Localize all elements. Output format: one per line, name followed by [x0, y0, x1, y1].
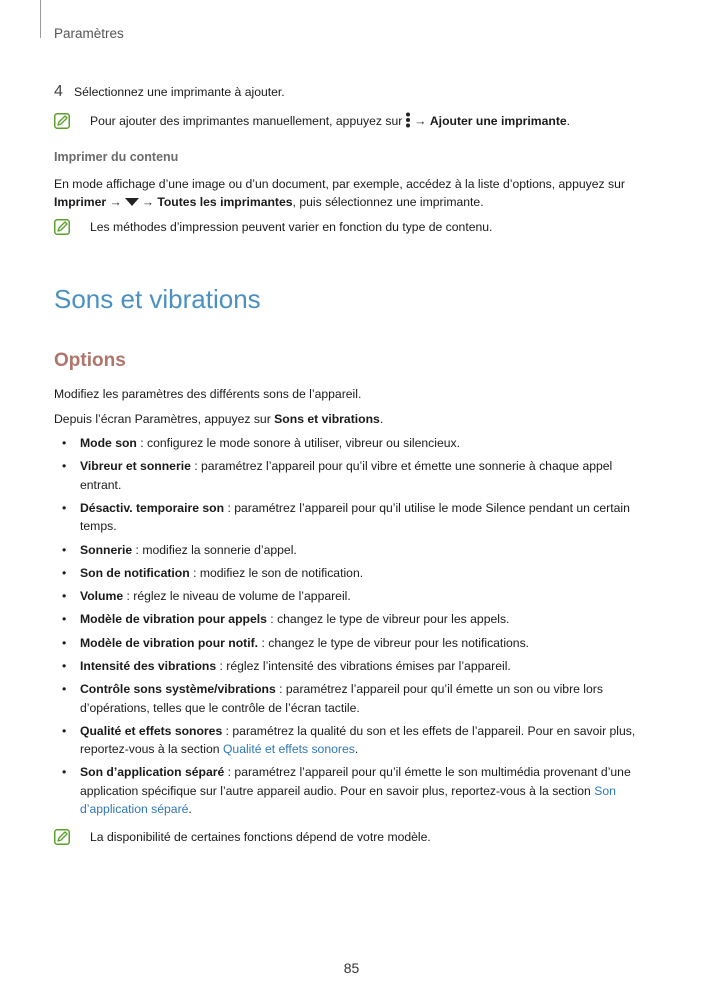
- note-pencil-icon: [54, 113, 70, 129]
- bullet-icon: •: [62, 612, 67, 627]
- option-term: Modèle de vibration pour notif.: [80, 635, 259, 650]
- option-description: : paramétrez l’appareil pour qu’il émette un son ou vibre lors d’opérations, telles que le contrôle de l’écran tactile.: [80, 682, 603, 715]
- list-item: [54, 680, 644, 717]
- option-description: : changez le type de vibreur pour les appels.: [266, 612, 510, 627]
- add-printer-label: Ajouter une imprimante: [429, 114, 567, 128]
- section-link[interactable]: Son d’application séparé: [80, 783, 616, 817]
- option-term: Vibreur et sonnerie: [80, 459, 191, 474]
- step-text: Sélectionnez une imprimante à ajouter.: [74, 85, 285, 99]
- option-term: Contrôle sons système/vibrations: [80, 682, 276, 697]
- option-description: : configurez le mode sonore à utiliser, vibreur ou silencieux.: [136, 436, 461, 451]
- step-number: 4: [54, 83, 63, 100]
- more-options-icon: [405, 112, 411, 128]
- bullet-icon: •: [62, 682, 67, 697]
- option-description: : paramétrez la qualité du son et les effets de l’appareil. Pour en savoir plus, reportez-vous à la section: [80, 723, 636, 757]
- bullet-icon: •: [62, 635, 67, 650]
- bullet-icon: •: [62, 589, 67, 604]
- option-description: : paramétrez l’appareil pour qu’il émette le son multimédia provenant d’une application spécifique sur l’autre appareil audio. Pour en savoir plus, reportez-vous à la section: [80, 765, 631, 798]
- note-availability: La disponibilité de certaines fonctions dépend de votre modèle.: [54, 828, 644, 846]
- option-term: Son de notification: [80, 565, 190, 580]
- list-item: [54, 499, 644, 536]
- list-item: [54, 634, 644, 652]
- step-4: [54, 80, 644, 104]
- options-list: [54, 434, 644, 818]
- note-pencil-icon: [54, 219, 70, 235]
- options-heading: Options: [54, 349, 126, 371]
- option-description: : réglez le niveau de volume de l’appareil.: [123, 589, 351, 604]
- section-title: Sons et vibrations: [54, 283, 261, 314]
- bullet-icon: •: [62, 542, 67, 557]
- bullet-icon: •: [62, 565, 67, 580]
- list-item: [54, 657, 644, 675]
- page-number: 85: [343, 960, 360, 976]
- option-description: : paramétrez l’appareil pour qu’il utilise le mode Silence pendant un certain temps.: [80, 500, 630, 534]
- bullet-icon: •: [62, 459, 67, 474]
- option-description: : paramétrez l’appareil pour qu’il vibre et émette une sonnerie à chaque appel entrant.: [80, 459, 613, 492]
- option-term: Mode son: [80, 436, 137, 451]
- page-header: Paramètres: [54, 26, 124, 41]
- option-term: Qualité et effets sonores: [80, 723, 223, 738]
- options-path: Depuis l’écran Paramètres, appuyez sur Sons et vibrations.: [54, 411, 384, 426]
- option-term: Désactiv. temporaire son: [80, 500, 225, 515]
- note-add-printer: Pour ajouter des imprimantes manuellement, appuyez sur → Ajouter une imprimante.: [54, 112, 644, 130]
- list-item: [54, 541, 644, 559]
- print-content-paragraph: En mode affichage d’une image ou d’un document, par exemple, accédez à la liste d’options, appuyez sur Imprimer → → Toutes les imprimantes, puis sélectionnez une imprimante.: [54, 177, 625, 210]
- list-item: [54, 587, 644, 605]
- list-item: [54, 457, 644, 494]
- print-content-heading: Imprimer du contenu: [54, 150, 179, 165]
- bullet-icon: •: [62, 765, 67, 780]
- option-term: Volume: [80, 589, 124, 604]
- option-term: Intensité des vibrations: [80, 659, 217, 673]
- option-description: : changez le type de vibreur pour les notifications.: [258, 635, 530, 650]
- list-item: • Qualité et effets sonores : paramétrez la qualité du son et les effets de l’appareil. Pour en savoir plus, reportez-vous à la section Qualité et effets sonores.: [62, 723, 636, 757]
- margin-rule: [40, 0, 41, 38]
- option-description: : modifiez la sonnerie d’appel.: [132, 542, 297, 557]
- list-item: • Son d’application séparé : paramétrez l’appareil pour qu’il émette le son multimédia provenant d’une application spécifique sur l’autre appareil audio. Pour en savoir plus, reportez-vous à la section Son d’application séparé.: [62, 765, 631, 817]
- dropdown-triangle-icon: [125, 197, 139, 207]
- note-print-methods: Les méthodes d’impression peuvent varier en fonction du type de contenu.: [54, 218, 644, 236]
- list-item: [54, 610, 644, 628]
- note-pencil-icon: [54, 829, 70, 845]
- options-intro: Modifiez les paramètres des différents sons de l’appareil.: [54, 387, 362, 402]
- bullet-icon: •: [62, 659, 67, 673]
- option-description: : modifiez le son de notification.: [189, 565, 364, 580]
- list-item: [54, 564, 644, 582]
- bullet-icon: •: [62, 500, 67, 515]
- option-term: Sonnerie: [80, 542, 133, 557]
- bullet-icon: •: [62, 723, 67, 738]
- page-content: [54, 80, 644, 855]
- list-item: [54, 434, 644, 452]
- bullet-icon: •: [62, 436, 67, 451]
- option-description: : réglez l’intensité des vibrations émises par l’appareil.: [216, 659, 511, 673]
- option-term: Son d’application séparé: [80, 765, 225, 780]
- option-term: Modèle de vibration pour appels: [80, 612, 267, 627]
- section-link[interactable]: Qualité et effets sonores: [222, 742, 355, 757]
